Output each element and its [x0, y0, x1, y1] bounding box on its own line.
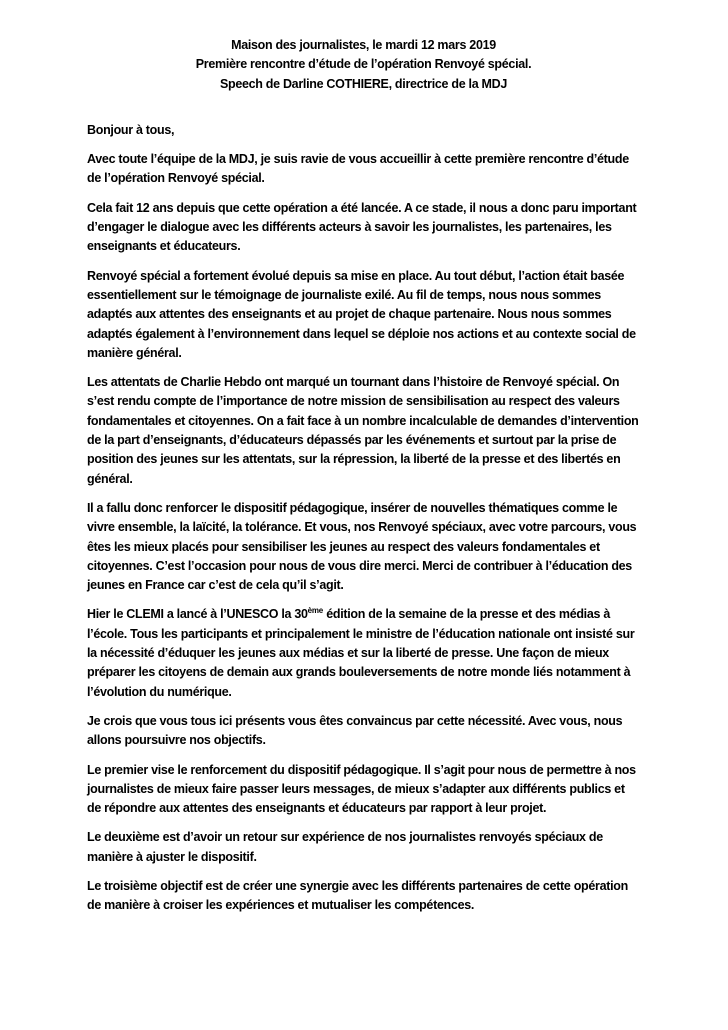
clemi-text-before: Hier le CLEMI a lancé à l’UNESCO la 30 [87, 607, 308, 622]
paragraph-clemi [87, 605, 640, 701]
greeting-paragraph: Bonjour à tous, [87, 122, 175, 137]
paragraph-conviction: Je crois que vous tous ici présents vous êtes convaincus par cette nécessité. Avec vous, nous allons poursuivre nos objectifs. [87, 713, 623, 748]
paragraph-evolution: Renvoyé spécial a fortement évolué depuis sa mise en place. Au tout début, l’action était basée essentiellement sur le témoignage de journaliste exilé. Au fil de temps, nous nous sommes adaptés aux attentes des enseignants et au projet de chaque partenaire. Nous nous sommes adaptés également à l’environnement dans lequel se déploie nos actions et au contexte social de manière général. [87, 268, 636, 360]
paragraph-first-objective: Le premier vise le renforcement du dispositif pédagogique. Il s’agit pour nous de permettre à nos journalistes de mieux faire passer leurs messages, de mieux s’adapter aux différents publics et de répondre aux attentes des enseignants et éducateurs par rapport à leur projet. [87, 762, 636, 816]
ordinal-suffix-superscript: ème [307, 606, 324, 616]
paragraph-second-objective: Le deuxième est d’avoir un retour sur expérience de nos journalistes renvoyés spéciaux de manière à ajuster le dispositif. [87, 830, 603, 864]
paragraph-charlie-hebdo: Les attentats de Charlie Hebdo ont marqué un tournant dans l’histoire de Renvoyé spécial. On s’est rendu compte de l’importance de notre mission de sensibilisation au respect des valeurs fondamentales et citoyennes. On a fait face à un nombre incalculable de demandes d’intervention de la part d’enseignants, d’éducateurs dépassés par les événements et surtout par la prise de position des jeunes sur les attentats, sur la répression, la liberté de la presse et des libertés en général. [87, 375, 639, 486]
header-line-event: Première rencontre d’étude de l’opération Renvoyé spécial. [195, 57, 532, 72]
paragraph-welcome: Avec toute l’équipe de la MDJ, je suis ravie de vous accueillir à cette première rencontre d’étude de l’opération Renvoyé spécial. [87, 152, 629, 186]
paragraph-third-objective: Le troisième objectif est de créer une synergie avec les différents partenaires de cette opération de manière à croiser les expériences et mutualiser les compétences. [87, 878, 628, 913]
header-line-date: Maison des journalistes, le mardi 12 mars 2019 [231, 38, 496, 52]
header-line-speaker: Speech de Darline COTHIERE, directrice de la MDJ [219, 76, 508, 91]
clemi-text-after: édition de la semaine de la presse et des médias à l’école. Tous les participants et principalement le ministre de l’éducation nationale ont insisté sur la nécessité d’éduquer les jeunes aux médias et sur la liberté de presse. Une façon de mieux préparer les citoyens de demain aux grands bouleversements de notre monde liés notamment à l’évolution du numérique. [87, 607, 635, 699]
document-header [87, 36, 640, 94]
paragraph-12-years: Cela fait 12 ans depuis que cette opération a été lancée. A ce stade, il nous a donc paru important d’engager le dialogue avec les différents acteurs à savoir les journalistes, les partenaires, les enseignants et éducateurs. [87, 200, 637, 254]
paragraph-dispositif: Il a fallu donc renforcer le dispositif pédagogique, insérer de nouvelles thématiques comme le vivre ensemble, la laïcité, la tolérance. Et vous, nos Renvoyé spéciaux, avec votre parcours, vous êtes les mieux placés pour sensibiliser les jeunes au respect des valeurs fondamentales et citoyennes. C’est l’occasion pour nous de vous dire merci. Merci de contribuer à l’éducation des jeunes en France car c’est de cela qu’il s’agit. [87, 500, 637, 593]
